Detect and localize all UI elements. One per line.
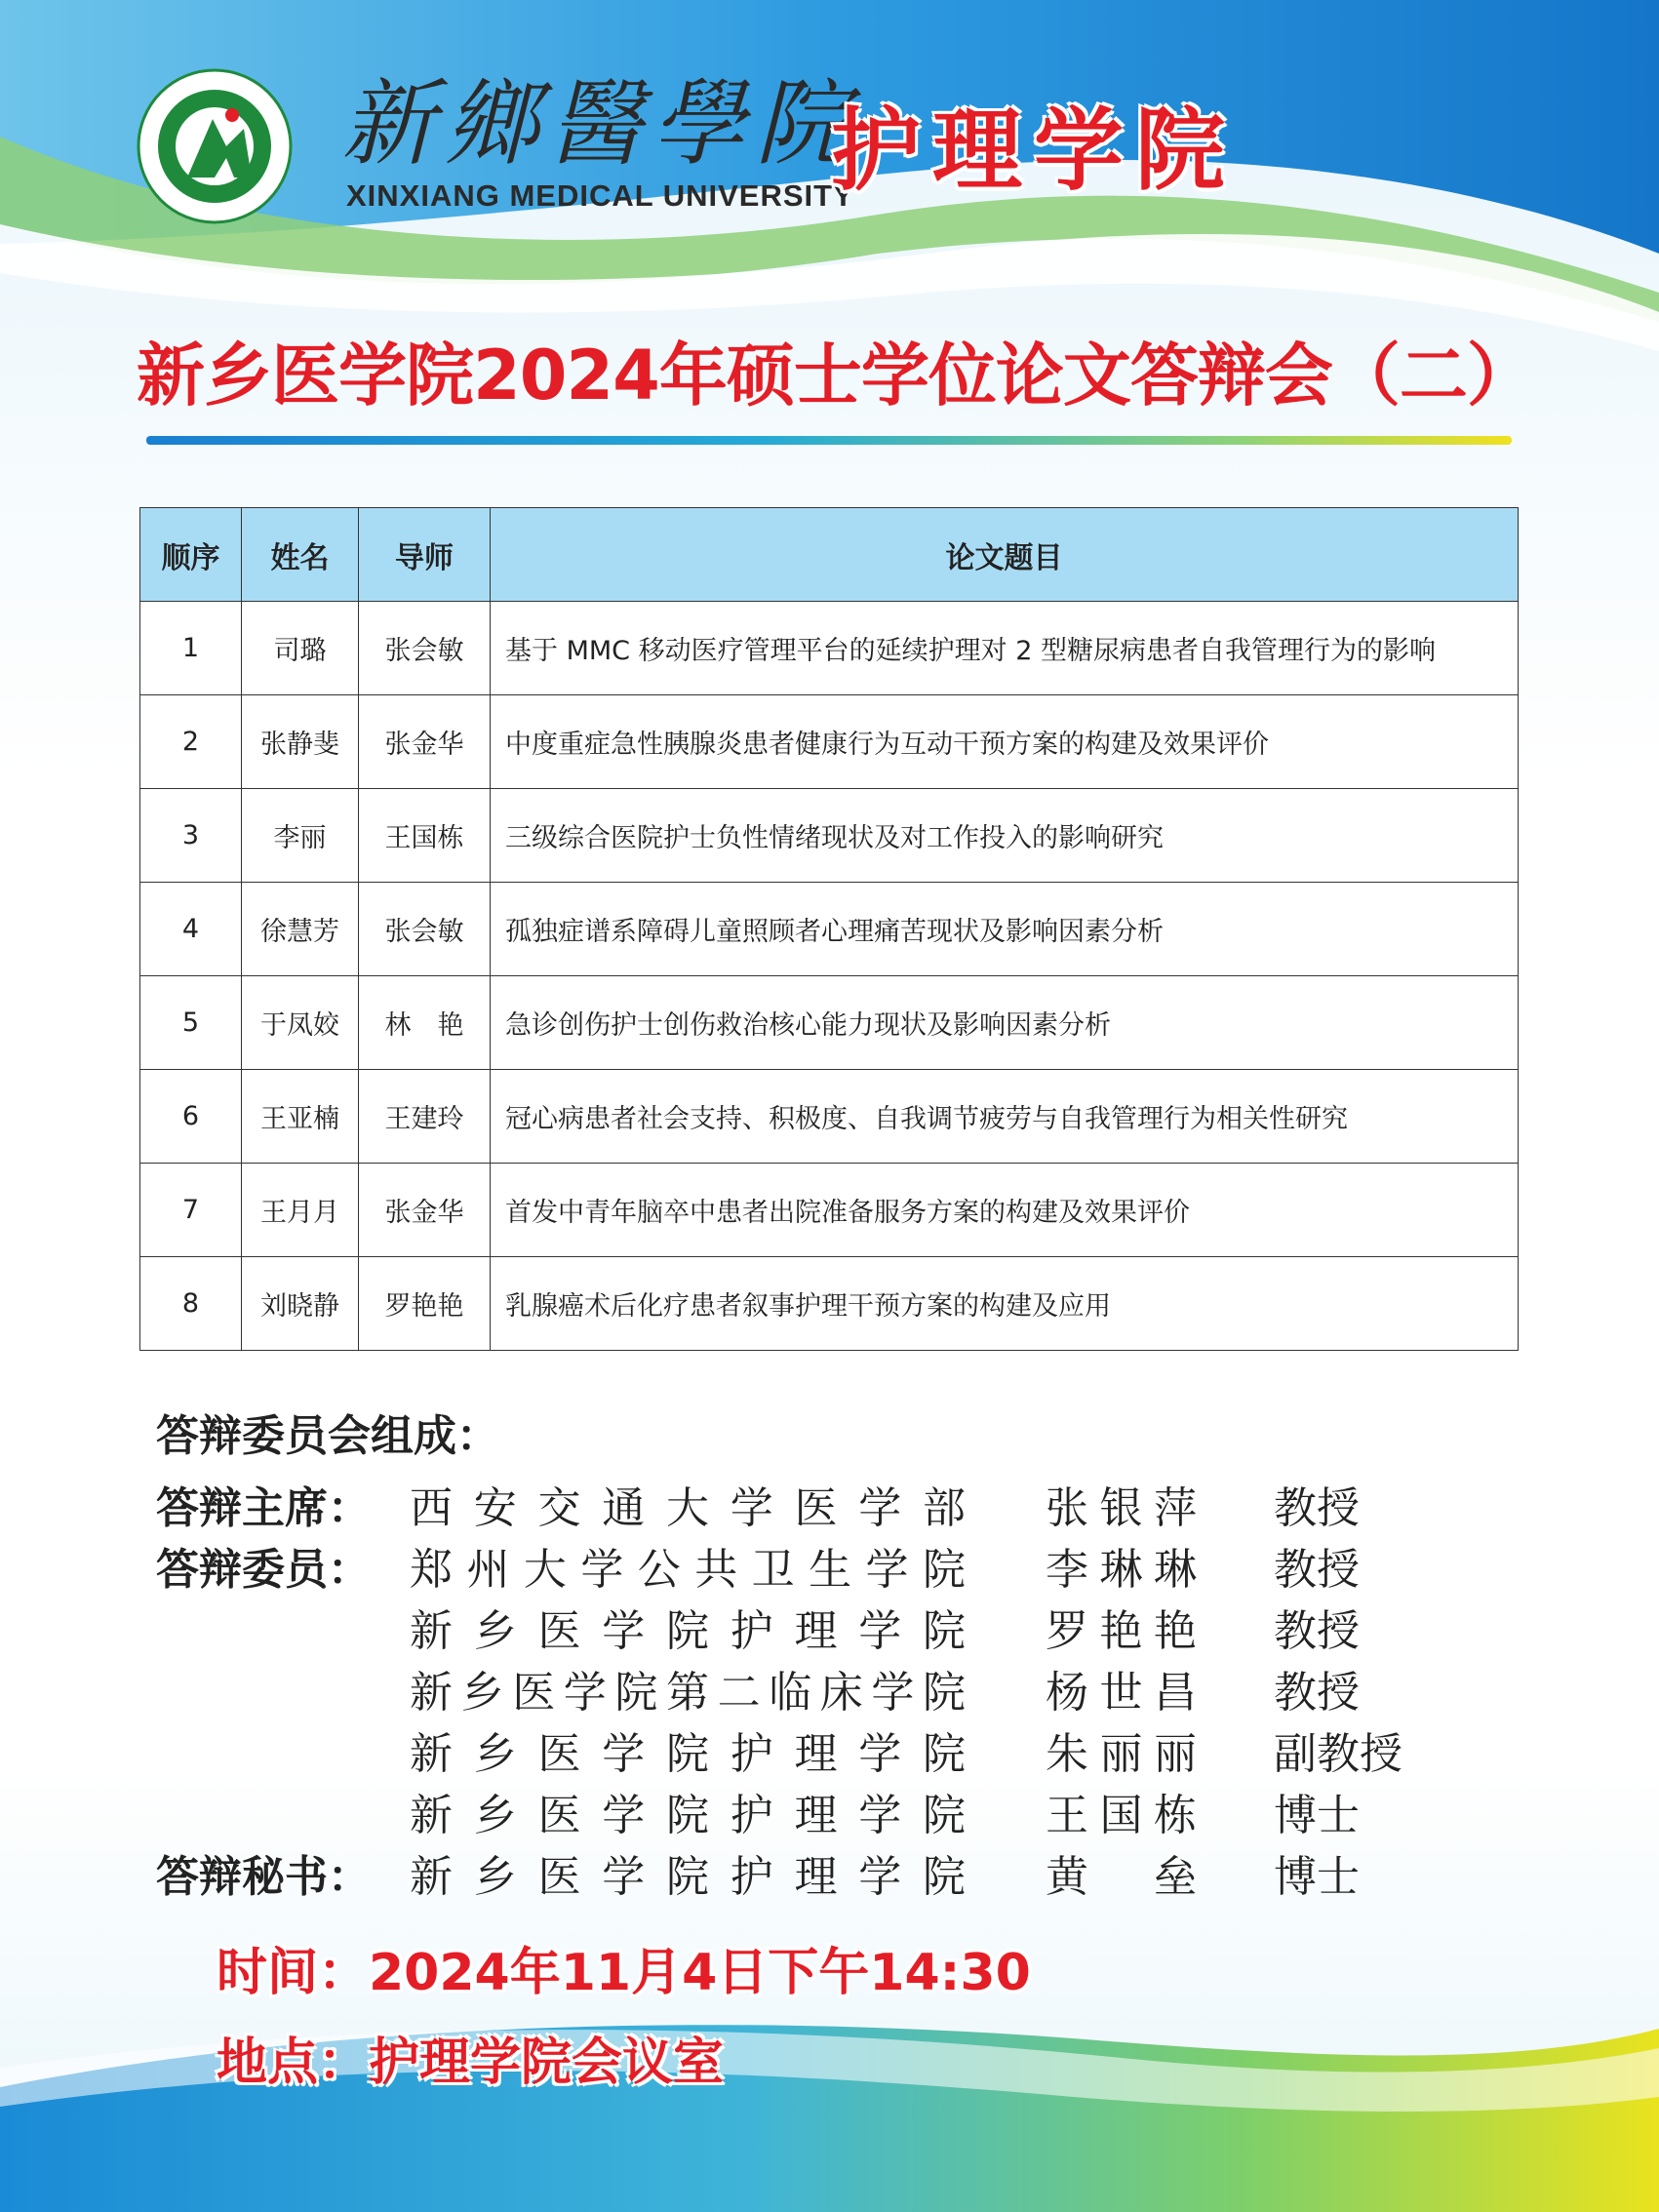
committee-heading: 答辩委员会组成： bbox=[156, 1411, 499, 1461]
cell-advisor: 张金华 bbox=[359, 695, 491, 789]
thesis-table bbox=[139, 507, 1519, 1351]
school-name: 护理学院 bbox=[831, 99, 1238, 203]
table-row bbox=[140, 602, 1519, 695]
table-row bbox=[140, 1070, 1519, 1164]
member-role: 答辩主席： bbox=[156, 1483, 371, 1533]
cell-advisor: 张会敏 bbox=[359, 883, 491, 976]
table-row bbox=[140, 976, 1519, 1070]
cell-name: 于凤姣 bbox=[242, 976, 359, 1070]
member-organization: 新乡医学院护理学院 bbox=[410, 1852, 966, 1902]
member-role: 答辩秘书： bbox=[156, 1852, 371, 1902]
member-name: 黄 垒 bbox=[1046, 1852, 1197, 1902]
defense-place: 地点：护理学院会议室 bbox=[217, 2034, 725, 2092]
cell-name: 刘晓静 bbox=[242, 1257, 359, 1351]
cell-advisor: 林 艳 bbox=[359, 976, 491, 1070]
table-row bbox=[140, 883, 1519, 976]
member-title: 副教授 bbox=[1274, 1729, 1402, 1779]
cell-thesis-title: 冠心病患者社会支持、积极度、自我调节疲劳与自我管理行为相关性研究 bbox=[491, 1070, 1519, 1164]
university-name-calligraphy: 新鄉醫學院 bbox=[341, 69, 858, 178]
cell-thesis-title: 乳腺癌术后化疗患者叙事护理干预方案的构建及应用 bbox=[491, 1257, 1519, 1351]
member-organization: 郑州大学公共卫生学院 bbox=[410, 1545, 966, 1595]
cell-advisor: 张会敏 bbox=[359, 602, 491, 695]
member-organization: 新乡医学院护理学院 bbox=[410, 1729, 966, 1779]
member-organization: 新乡医学院护理学院 bbox=[410, 1791, 966, 1840]
table-header-row bbox=[140, 508, 1519, 602]
header-advisor: 导师 bbox=[359, 508, 491, 602]
cell-advisor: 王国栋 bbox=[359, 789, 491, 883]
cell-name: 张静斐 bbox=[242, 695, 359, 789]
cell-name: 司璐 bbox=[242, 602, 359, 695]
member-title: 教授 bbox=[1274, 1545, 1360, 1595]
table-row bbox=[140, 1257, 1519, 1351]
member-title: 博士 bbox=[1274, 1791, 1360, 1840]
member-title: 教授 bbox=[1274, 1483, 1360, 1533]
cell-thesis-title: 急诊创伤护士创伤救治核心能力现状及影响因素分析 bbox=[491, 976, 1519, 1070]
member-name: 朱丽丽 bbox=[1046, 1729, 1197, 1779]
cell-thesis-title: 孤独症谱系障碍儿童照顾者心理痛苦现状及影响因素分析 bbox=[491, 883, 1519, 976]
member-name: 王国栋 bbox=[1046, 1791, 1197, 1840]
cell-name: 王亚楠 bbox=[242, 1070, 359, 1164]
cell-name: 徐慧芳 bbox=[242, 883, 359, 976]
cell-order: 5 bbox=[140, 976, 242, 1070]
page-title: 新乡医学院2024年硕士学位论文答辩会（二） bbox=[137, 336, 1534, 415]
university-name-english: XINXIANG MEDICAL UNIVERSITY bbox=[346, 178, 854, 213]
university-logo bbox=[137, 68, 293, 224]
cell-advisor: 张金华 bbox=[359, 1164, 491, 1257]
cell-advisor: 王建玲 bbox=[359, 1070, 491, 1164]
header-thesis-title: 论文题目 bbox=[491, 508, 1519, 602]
member-name: 罗艳艳 bbox=[1046, 1606, 1197, 1656]
member-title: 教授 bbox=[1274, 1668, 1360, 1718]
committee-list bbox=[0, 1478, 1659, 1916]
title-underline bbox=[146, 436, 1512, 445]
cell-advisor: 罗艳艳 bbox=[359, 1257, 491, 1351]
table-row bbox=[140, 695, 1519, 789]
member-name: 杨世昌 bbox=[1046, 1668, 1197, 1718]
member-organization: 新乡医学院第二临床学院 bbox=[410, 1668, 966, 1718]
member-title: 博士 bbox=[1274, 1852, 1360, 1902]
cell-order: 7 bbox=[140, 1164, 242, 1257]
defense-time: 时间：2024年11月4日下午14:30 bbox=[217, 1944, 1031, 2002]
member-name: 李琳琳 bbox=[1046, 1545, 1197, 1595]
cell-thesis-title: 中度重症急性胰腺炎患者健康行为互动干预方案的构建及效果评价 bbox=[491, 695, 1519, 789]
member-name: 张银萍 bbox=[1046, 1483, 1197, 1533]
table-row bbox=[140, 1164, 1519, 1257]
cell-order: 1 bbox=[140, 602, 242, 695]
member-role: 答辩委员： bbox=[156, 1545, 371, 1595]
member-title: 教授 bbox=[1274, 1606, 1360, 1656]
member-organization: 新乡医学院护理学院 bbox=[410, 1606, 966, 1656]
cell-order: 4 bbox=[140, 883, 242, 976]
member-organization: 西安交通大学医学部 bbox=[410, 1483, 966, 1533]
cell-order: 8 bbox=[140, 1257, 242, 1351]
table-row bbox=[140, 789, 1519, 883]
cell-order: 3 bbox=[140, 789, 242, 883]
cell-name: 王月月 bbox=[242, 1164, 359, 1257]
header-name: 姓名 bbox=[242, 508, 359, 602]
header-order: 顺序 bbox=[140, 508, 242, 602]
cell-thesis-title: 三级综合医院护士负性情绪现状及对工作投入的影响研究 bbox=[491, 789, 1519, 883]
cell-thesis-title: 基于 MMC 移动医疗管理平台的延续护理对 2 型糖尿病患者自我管理行为的影响 bbox=[491, 602, 1519, 695]
cell-order: 6 bbox=[140, 1070, 242, 1164]
cell-thesis-title: 首发中青年脑卒中患者出院准备服务方案的构建及效果评价 bbox=[491, 1164, 1519, 1257]
cell-name: 李丽 bbox=[242, 789, 359, 883]
cell-order: 2 bbox=[140, 695, 242, 789]
